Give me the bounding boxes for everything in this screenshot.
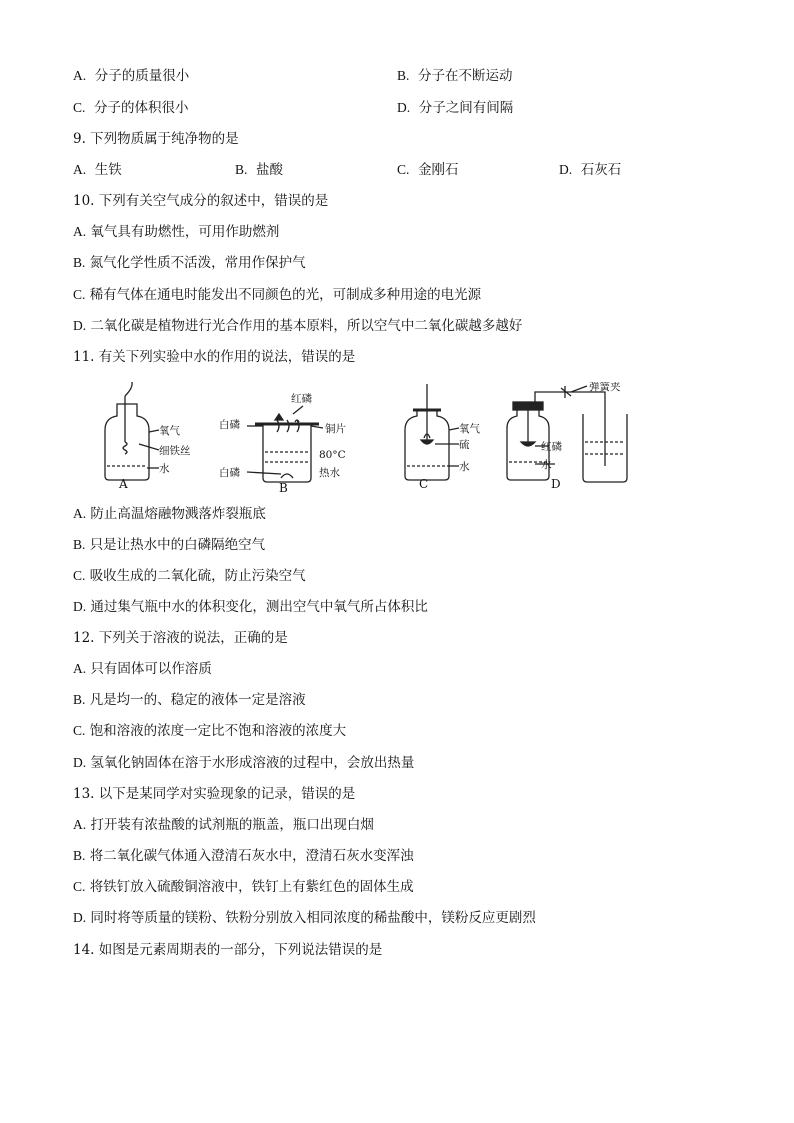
option-text: 氧气具有助燃性，可用作助燃剂 [90, 224, 280, 240]
caption-c: C [419, 477, 429, 491]
option-letter: B. [397, 68, 410, 83]
q9-option-a [73, 160, 122, 180]
option-letter: B. [73, 692, 86, 707]
option-letter: D. [73, 910, 87, 925]
apparatus-b [247, 406, 323, 482]
q8-option-d [397, 98, 513, 118]
option-text: 分子的体积很小 [93, 100, 189, 116]
option-letter: C. [73, 287, 86, 302]
label-a-oxygen: 氧气 [159, 425, 180, 437]
q10-option-b [73, 253, 306, 273]
option-text: 同时将等质量的镁粉、铁粉分别放入相同浓度的稀盐酸中，镁粉反应更剧烈 [90, 910, 536, 926]
option-letter: C. [73, 100, 86, 115]
option-text: 凡是均一的、稳定的液体一定是溶液 [89, 692, 306, 708]
label-b-red-p: 红磷 [291, 393, 312, 405]
q10-option-c [73, 285, 481, 305]
q10-stem: 10. 下列有关空气成分的叙述中，错误的是 [73, 193, 329, 209]
label-b-white-p-bottom: 白磷 [219, 467, 240, 479]
option-text: 二氧化碳是植物进行光合作用的基本原料，所以空气中二氧化碳越多越好 [90, 318, 523, 334]
option-letter: B. [73, 848, 86, 863]
option-text: 打开装有浓盐酸的试剂瓶的瓶盖，瓶口出现白烟 [90, 817, 374, 833]
option-letter: D. [397, 100, 411, 115]
q9-stem: 9. 下列物质属于纯净物的是 [73, 131, 239, 147]
option-letter: D. [559, 162, 573, 177]
q13-option-b [73, 846, 414, 866]
q8-option-b [397, 66, 512, 86]
label-c-water: 水 [459, 461, 470, 473]
option-letter: B. [73, 537, 86, 552]
q13-option-d [73, 908, 536, 928]
option-text: 分子在不断运动 [417, 68, 513, 84]
option-letter: A. [73, 224, 87, 239]
option-letter: C. [397, 162, 410, 177]
apparatus-d [507, 386, 627, 482]
q10-option-d [73, 316, 522, 336]
q12-option-a [73, 659, 212, 679]
option-letter: C. [73, 879, 86, 894]
option-letter: C. [73, 723, 86, 738]
q13-option-a [73, 815, 374, 835]
label-b-hot-water: 热水 [319, 467, 340, 479]
q8-option-c [73, 98, 188, 118]
option-text: 饱和溶液的浓度一定比不饱和溶液的浓度大 [89, 723, 347, 739]
q14-stem: 14. 如图是元素周期表的一部分，下列说法错误的是 [73, 942, 383, 958]
option-letter: C. [73, 568, 86, 583]
option-text: 生铁 [94, 162, 122, 178]
option-text: 只有固体可以作溶质 [90, 661, 212, 677]
label-d-red-p: 红磷 [541, 441, 562, 453]
q11-option-c [73, 566, 306, 586]
q11-stem: 11. 有关下列实验中水的作用的说法，错误的是 [73, 349, 356, 365]
option-text: 氢氧化钠固体在溶于水形成溶液的过程中，会放出热量 [90, 755, 415, 771]
label-c-sulfur: 硫 [459, 439, 470, 451]
option-letter: B. [235, 162, 248, 177]
label-d-clamp: 弹簧夹 [589, 382, 621, 393]
option-text: 金刚石 [417, 162, 459, 178]
caption-b: B [279, 481, 288, 492]
q12-stem: 12. 下列关于溶液的说法，正确的是 [73, 630, 288, 646]
label-b-white-p-top: 白磷 [219, 419, 240, 431]
apparatus-c [405, 384, 459, 480]
q11-option-d [73, 597, 428, 617]
q12-option-c [73, 721, 346, 741]
label-a-iron-wire: 细铁丝 [159, 445, 191, 457]
option-text: 通过集气瓶中水的体积变化，测出空气中氧气所占体积比 [90, 599, 428, 615]
q12-option-d [73, 753, 414, 773]
apparatus-a [105, 382, 159, 480]
q11-option-b [73, 535, 265, 555]
option-text: 将二氧化碳气体通入澄清石灰水中，澄清石灰水变浑浊 [89, 848, 414, 864]
option-text: 氮气化学性质不活泼，常用作保护气 [89, 255, 306, 271]
option-letter: D. [73, 318, 87, 333]
option-text: 防止高温熔融物溅落炸裂瓶底 [90, 506, 266, 522]
q13-stem: 13. 以下是某同学对实验现象的记录，错误的是 [73, 786, 356, 802]
option-letter: B. [73, 255, 86, 270]
option-text: 分子之间有间隔 [418, 100, 514, 116]
q11-option-a [73, 504, 266, 524]
q8-option-a [73, 66, 189, 86]
caption-d: D [551, 477, 561, 491]
q9-option-b [235, 160, 283, 180]
q10-option-a [73, 222, 279, 242]
q11-experiment-figure [95, 382, 635, 492]
q9-option-d [559, 160, 621, 180]
q13-option-c [73, 877, 414, 897]
q9-option-c [397, 160, 458, 180]
option-letter: A. [73, 817, 87, 832]
label-d-water: 水 [541, 459, 552, 471]
option-letter: D. [73, 755, 87, 770]
option-letter: A. [73, 506, 87, 521]
option-letter: A. [73, 661, 87, 676]
option-letter: D. [73, 599, 87, 614]
label-b-copper: 铜片 [325, 423, 346, 435]
option-letter: A. [73, 68, 87, 83]
label-b-temp: 80°C [319, 449, 346, 461]
q12-option-b [73, 690, 306, 710]
option-text: 分子的质量很小 [94, 68, 190, 84]
option-text: 将铁钉放入硫酸铜溶液中，铁钉上有紫红色的固体生成 [89, 879, 414, 895]
option-text: 石灰石 [580, 162, 622, 178]
option-text: 吸收生成的二氧化硫，防止污染空气 [89, 568, 306, 584]
label-c-oxygen: 氧气 [459, 423, 480, 435]
option-text: 稀有气体在通电时能发出不同颜色的光，可制成多种用途的电光源 [89, 287, 482, 303]
caption-a: A [119, 477, 128, 491]
option-letter: A. [73, 162, 87, 177]
option-text: 盐酸 [255, 162, 283, 178]
label-a-water: 水 [159, 463, 170, 475]
option-text: 只是让热水中的白磷隔绝空气 [89, 537, 266, 553]
